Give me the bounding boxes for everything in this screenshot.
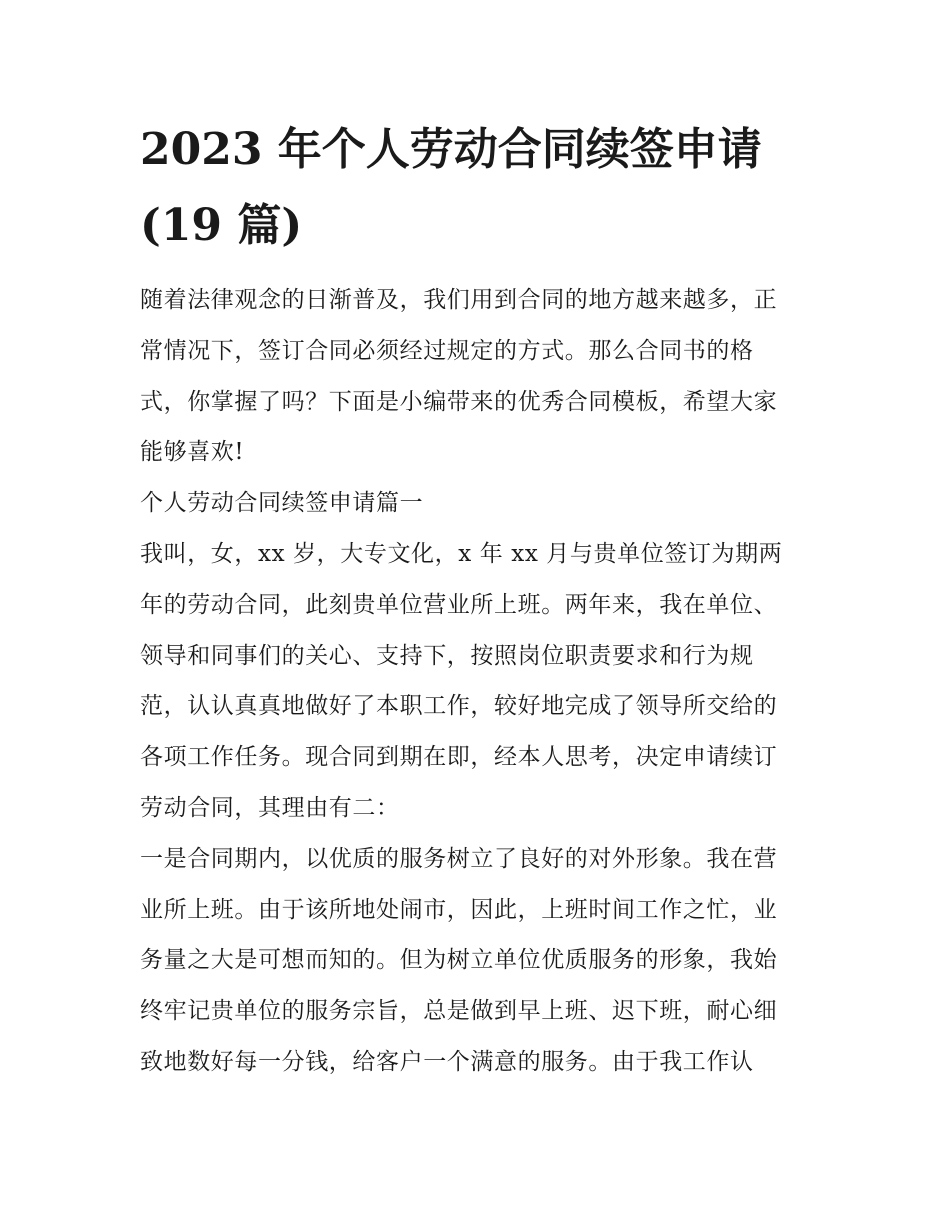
paragraph-line: 一是合同期内，以优质的服务树立了良好的对外形象。我在营 — [140, 845, 778, 872]
paragraph-line: 式，你掌握了吗？下面是小编带来的优秀合同模板，希望大家 — [140, 388, 778, 415]
title-line-2: (19 篇) — [140, 200, 303, 251]
paragraph-line: 领导和同事们的关心、支持下，按照岗位职责要求和行为规 — [140, 642, 754, 669]
section-heading: 个人劳动合同续签申请篇一 — [140, 490, 424, 517]
document-title — [140, 112, 830, 264]
paragraph-line: 能够喜欢! — [140, 439, 245, 466]
paragraph-line: 年的劳动合同，此刻贵单位营业所上班。两年来，我在单位、 — [140, 591, 778, 618]
paragraph-line: 范，认认真真地做好了本职工作，较好地完成了领导所交给的 — [140, 693, 778, 720]
paragraph-line: 常情况下，签订合同必须经过规定的方式。那么合同书的格 — [140, 337, 754, 364]
paragraph-line: 随着法律观念的日渐普及，我们用到合同的地方越来越多，正 — [140, 287, 778, 313]
document-body — [140, 275, 830, 1088]
paragraph-line: 业所上班。由于该所地处闹市，因此，上班时间工作之忙，业 — [140, 896, 778, 923]
paragraph-line: 各项工作任务。现合同到期在即，经本人思考，决定申请续订 — [140, 744, 778, 771]
paragraph-line: 务量之大是可想而知的。但为树立单位优质服务的形象，我始 — [140, 947, 778, 974]
paragraph-line: 劳动合同，其理由有二： — [140, 794, 400, 821]
paragraph-line: 我叫，女，xx 岁，大专文化，x 年 xx 月与贵单位签订为期两 — [140, 540, 783, 567]
title-line-1: 2023 年个人劳动合同续签申请 — [140, 124, 762, 175]
paragraph-line: 终牢记贵单位的服务宗旨，总是做到早上班、迟下班，耐心细 — [140, 998, 778, 1025]
paragraph-line: 致地数好每一分钱，给客户一个满意的服务。由于我工作认 — [140, 1048, 754, 1075]
